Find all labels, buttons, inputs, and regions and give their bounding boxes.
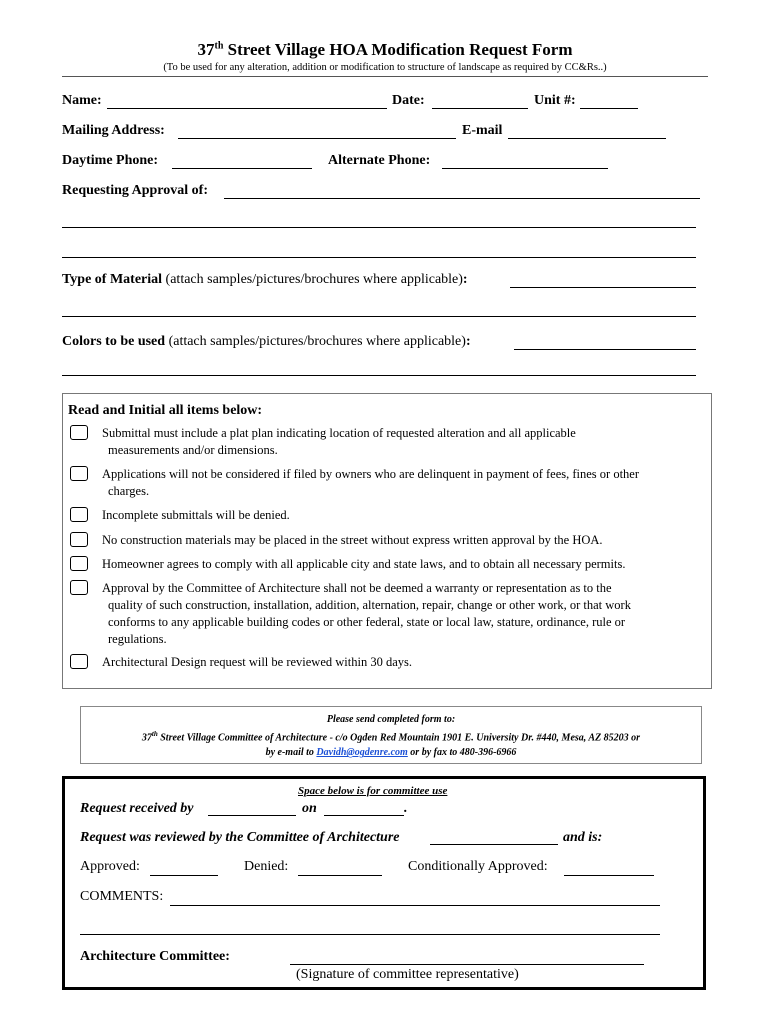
denied-label: Denied: [244, 859, 289, 874]
initial-checkbox[interactable] [70, 532, 88, 547]
initial-checkbox[interactable] [70, 425, 88, 440]
comments-field[interactable] [170, 905, 660, 906]
received-on-field[interactable] [324, 815, 404, 816]
committee-header: Space below is for committee use [298, 785, 448, 797]
colors-label: Colors to be used (attach samples/pictures/brochures where applicable): [62, 334, 471, 349]
send-heading: Please send completed form to: [326, 714, 456, 725]
mailing-address-field[interactable] [178, 138, 456, 139]
initial-item: Homeowner agrees to comply with all applicable city and state laws, and to obtain all necessary permits. [70, 556, 700, 573]
header-divider [62, 76, 708, 77]
initial-item: Incomplete submittals will be denied. [70, 507, 700, 524]
send-address: 37th Street Village Committee of Architecture - c/o Ogden Red Mountain 1901 E. University Dr. #440, Mesa, AZ 85203 or [141, 730, 641, 744]
mailing-address-label: Mailing Address: [62, 123, 165, 138]
daytime-phone-label: Daytime Phone: [62, 153, 159, 168]
send-contact: by e-mail to Davidh@ogdenre.com or by fax to 480-396-6966 [265, 747, 517, 759]
initial-checkbox[interactable] [70, 580, 88, 595]
initial-checkbox[interactable] [70, 466, 88, 481]
comments-line-2[interactable] [80, 934, 660, 935]
architecture-committee-label: Architecture Committee: [80, 949, 230, 964]
type-of-material-field[interactable] [510, 287, 696, 288]
approved-label: Approved: [80, 859, 140, 874]
requesting-approval-label: Requesting Approval of: [62, 183, 208, 198]
initial-item: Approval by the Committee of Architecture shall not be deemed a warranty or representation as to the quality of such construction, installation, addition, alternation, repair, change or other work, or that work conforms to any applicable building codes or other federal, state or local law, stature, ordinance, rule or regulations. [70, 580, 700, 648]
alternate-phone-field[interactable] [442, 168, 608, 169]
colors-line-2[interactable] [62, 375, 696, 376]
type-of-material-line-2[interactable] [62, 316, 696, 317]
unit-field[interactable] [580, 108, 638, 109]
initial-checkbox[interactable] [70, 556, 88, 571]
email-field[interactable] [508, 138, 666, 139]
form-subtitle: (To be used for any alteration, addition or modification to structure of landscape as required by CC&Rs..) [163, 62, 607, 73]
date-field[interactable] [432, 108, 528, 109]
conditional-label: Conditionally Approved: [408, 859, 548, 874]
signature-field[interactable] [290, 964, 644, 965]
name-field[interactable] [107, 108, 387, 109]
date-label: Date: [392, 93, 425, 108]
type-of-material-label: Type of Material (attach samples/pictures/brochures where applicable): [62, 272, 468, 287]
unit-label: Unit #: [534, 93, 576, 108]
colors-field[interactable] [514, 349, 696, 350]
requesting-approval-field[interactable] [224, 198, 700, 199]
on-label: on [302, 801, 317, 816]
initial-item: Applications will not be considered if filed by owners who are delinquent in payment of fees, fines or other charges. [70, 466, 700, 500]
and-is-label: and is: [563, 830, 603, 845]
email-link[interactable]: Davidh@ogdenre.com [316, 747, 408, 759]
comments-label: COMMENTS: [80, 889, 164, 904]
initial-item: No construction materials may be placed in the street without express written approval by the HOA. [70, 532, 700, 549]
initial-checkbox[interactable] [70, 654, 88, 669]
reviewed-label: Request was reviewed by the Committee of Architecture [80, 830, 400, 845]
signature-caption: (Signature of committee representative) [296, 967, 519, 982]
conditional-field[interactable] [564, 875, 654, 876]
alternate-phone-label: Alternate Phone: [328, 153, 431, 168]
requesting-approval-line-3[interactable] [62, 257, 696, 258]
received-label: Request received by [80, 801, 194, 816]
form-title: 37th Street Village HOA Modification Request Form [197, 40, 573, 59]
initial-item: Architectural Design request will be reviewed within 30 days. [70, 654, 700, 671]
received-period: . [404, 801, 408, 816]
initial-item: Submittal must include a plat plan indicating location of requested alteration and all applicable measurements and/or dimensions. [70, 425, 700, 459]
initials-title: Read and Initial all items below: [68, 403, 263, 418]
email-label: E-mail [462, 123, 503, 138]
approved-field[interactable] [150, 875, 218, 876]
received-by-field[interactable] [208, 815, 296, 816]
daytime-phone-field[interactable] [172, 168, 312, 169]
initial-checkbox[interactable] [70, 507, 88, 522]
denied-field[interactable] [298, 875, 382, 876]
send-instructions [80, 706, 702, 764]
reviewed-field[interactable] [430, 844, 558, 845]
requesting-approval-line-2[interactable] [62, 227, 696, 228]
name-label: Name: [62, 93, 102, 108]
